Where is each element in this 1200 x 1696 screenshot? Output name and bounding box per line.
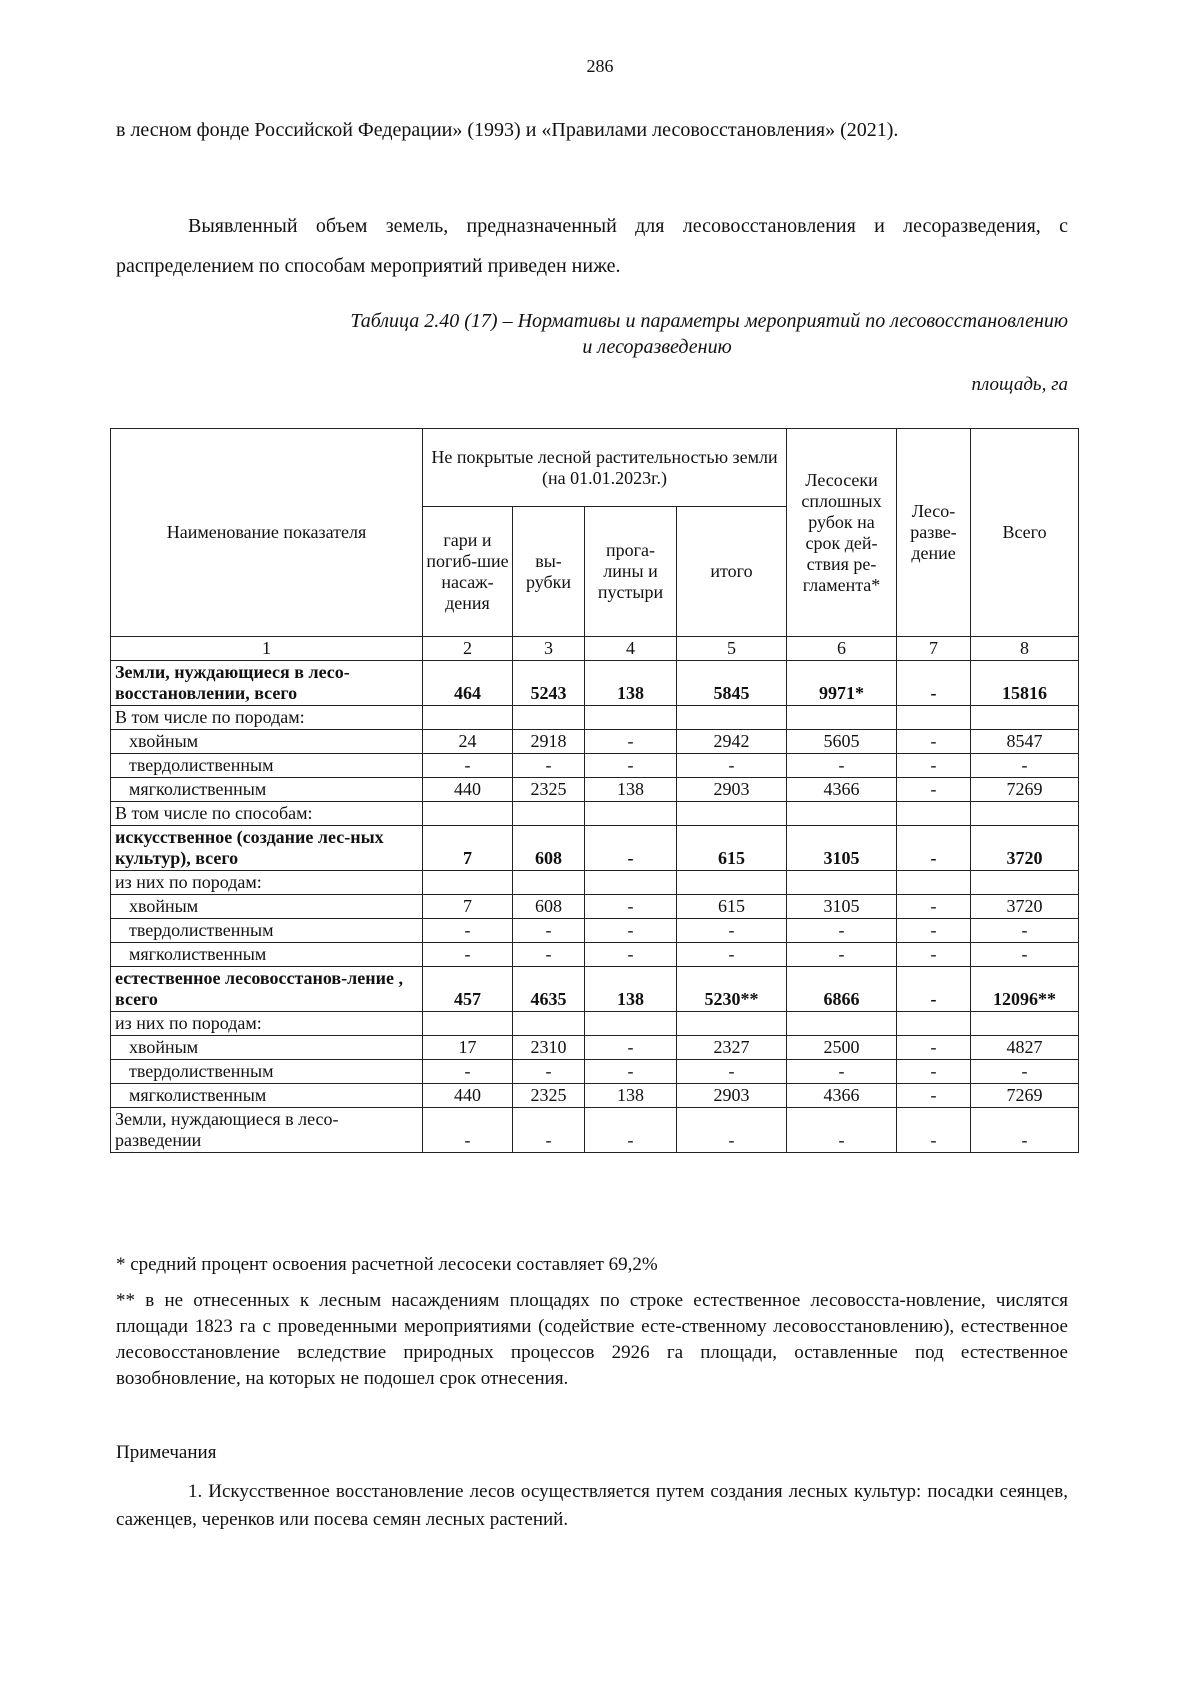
cell (787, 706, 897, 730)
table-caption-line2: и лесоразведению (582, 336, 732, 358)
table-row (111, 1084, 1079, 1108)
cell: 7 (423, 895, 513, 919)
row-name: Земли, нуждающиеся в лесо-разведении (111, 1108, 423, 1153)
cell: - (971, 754, 1079, 778)
table-row (111, 661, 1079, 706)
table-row (111, 1036, 1079, 1060)
cell: - (513, 919, 585, 943)
cell: 7269 (971, 778, 1079, 802)
cell: 138 (585, 967, 677, 1012)
cell: 4827 (971, 1036, 1079, 1060)
cell: 5243 (513, 661, 585, 706)
table-row (111, 943, 1079, 967)
cell: 615 (677, 895, 787, 919)
cell: 9971* (787, 661, 897, 706)
cell: - (897, 919, 971, 943)
header-col5: итого (677, 507, 787, 637)
cell (585, 706, 677, 730)
cell: - (677, 919, 787, 943)
row-name: хвойным (111, 895, 423, 919)
cell: - (971, 1060, 1079, 1084)
cell: - (513, 1108, 585, 1153)
cell: - (787, 919, 897, 943)
table-row (111, 919, 1079, 943)
cell (513, 706, 585, 730)
table-row (111, 730, 1079, 754)
cell: 2903 (677, 1084, 787, 1108)
cell: - (897, 1084, 971, 1108)
cell: 608 (513, 826, 585, 871)
cell: 2918 (513, 730, 585, 754)
cell: 3105 (787, 826, 897, 871)
cell: 6866 (787, 967, 897, 1012)
table-row (111, 1012, 1079, 1036)
col-number: 7 (897, 637, 971, 661)
cell (971, 802, 1079, 826)
col-number: 2 (423, 637, 513, 661)
header-col7: Лесо-разве-дение (897, 429, 971, 637)
cell: 3105 (787, 895, 897, 919)
cell: 24 (423, 730, 513, 754)
cell: 5605 (787, 730, 897, 754)
cell (897, 706, 971, 730)
cell: 3720 (971, 826, 1079, 871)
row-name: искусственное (создание лес-ных культур), всего (111, 826, 423, 871)
cell: 12096** (971, 967, 1079, 1012)
norms-table (110, 428, 1079, 1153)
cell: - (897, 967, 971, 1012)
cell (787, 802, 897, 826)
cell: - (897, 754, 971, 778)
cell: 4635 (513, 967, 585, 1012)
cell: 7 (423, 826, 513, 871)
cell: - (677, 943, 787, 967)
row-name: мягколиственным (111, 943, 423, 967)
cell: - (897, 1060, 971, 1084)
row-name: мягколиственным (111, 1084, 423, 1108)
footnote-double-star: ** в не отнесенных к лесным насаждениям площадях по строке естественное лесовосста-новление, числятся площади 1823 га с проведенными мероприятиями (содействие есте-ственному лесовосстановлению), естественное лесовосстановление вследствие природных процессов 2926 га площади, оставленные под естественное возобновление, на которых не подошел срок отнесения. (116, 1290, 1068, 1389)
cell: - (585, 919, 677, 943)
cell: 17 (423, 1036, 513, 1060)
col-number: 1 (111, 637, 423, 661)
cell (423, 1012, 513, 1036)
row-name: твердолиственным (111, 919, 423, 943)
cell: 15816 (971, 661, 1079, 706)
cell (677, 871, 787, 895)
cell (585, 802, 677, 826)
cell: 2325 (513, 1084, 585, 1108)
cell (513, 1012, 585, 1036)
cell: 8547 (971, 730, 1079, 754)
cell (787, 1012, 897, 1036)
cell: 3720 (971, 895, 1079, 919)
cell: - (677, 1108, 787, 1153)
header-col6: Лесосеки сплошных рубок на срок дей-ствия ре-гламента* (787, 429, 897, 637)
cell: - (423, 943, 513, 967)
cell: - (971, 1108, 1079, 1153)
cell (677, 706, 787, 730)
cell (897, 1012, 971, 1036)
table-row (111, 895, 1079, 919)
cell: - (423, 1060, 513, 1084)
cell: - (971, 919, 1079, 943)
cell (585, 871, 677, 895)
col-number: 4 (585, 637, 677, 661)
cell: - (897, 943, 971, 967)
cell: 2325 (513, 778, 585, 802)
cell: - (787, 754, 897, 778)
cell: 615 (677, 826, 787, 871)
cell (971, 1012, 1079, 1036)
cell: 4366 (787, 1084, 897, 1108)
cell (787, 871, 897, 895)
cell: - (585, 754, 677, 778)
cell (423, 706, 513, 730)
cell: - (897, 778, 971, 802)
cell (677, 802, 787, 826)
cell (677, 1012, 787, 1036)
cell: - (585, 895, 677, 919)
cell: - (423, 1108, 513, 1153)
cell (971, 871, 1079, 895)
cell: 2327 (677, 1036, 787, 1060)
page-number: 286 (586, 56, 614, 76)
cell: 440 (423, 1084, 513, 1108)
cell (897, 802, 971, 826)
volume-paragraph: Выявленный объем земель, предназначенный для лесовосстановления и лесоразведения, с распределением по способам мероприятий приведен ниже. (116, 215, 1068, 277)
cell: - (971, 943, 1079, 967)
table-row (111, 871, 1079, 895)
table-row (111, 826, 1079, 871)
col-number: 3 (513, 637, 585, 661)
table-row (111, 802, 1079, 826)
cell: - (585, 943, 677, 967)
cell: - (585, 1036, 677, 1060)
table-caption-line1: Таблица 2.40 (17) – Нормативы и параметры мероприятий по лесовосстановлению (350, 310, 1068, 332)
row-name: твердолиственным (111, 754, 423, 778)
cell: 464 (423, 661, 513, 706)
cell: - (677, 1060, 787, 1084)
table-unit: площадь, га (971, 374, 1068, 395)
cell: 2903 (677, 778, 787, 802)
cell: - (677, 754, 787, 778)
header-name: Наименование показателя (111, 429, 423, 637)
cell (423, 871, 513, 895)
col-number: 6 (787, 637, 897, 661)
cell: - (585, 1060, 677, 1084)
cell: 2310 (513, 1036, 585, 1060)
row-name: хвойным (111, 1036, 423, 1060)
col-number: 8 (971, 637, 1079, 661)
cell: - (897, 661, 971, 706)
table-row (111, 967, 1079, 1012)
header-col2: гари и погиб-шие насаж-дения (423, 507, 513, 637)
cell: - (423, 919, 513, 943)
row-name: В том числе по способам: (111, 802, 423, 826)
header-group: Не покрытые лесной растительностью земли (на 01.01.2023г.) (423, 429, 787, 507)
cell: 457 (423, 967, 513, 1012)
cell: 138 (585, 778, 677, 802)
cell: - (585, 730, 677, 754)
cell: 608 (513, 895, 585, 919)
col-number: 5 (677, 637, 787, 661)
cell: - (787, 943, 897, 967)
row-name: из них по породам: (111, 871, 423, 895)
notes-heading: Примечания (116, 1442, 217, 1463)
table-row (111, 1108, 1079, 1153)
cell: 440 (423, 778, 513, 802)
cell: - (897, 1108, 971, 1153)
cell: 5845 (677, 661, 787, 706)
cell (971, 706, 1079, 730)
cell: - (787, 1108, 897, 1153)
cell (423, 802, 513, 826)
cell: 2500 (787, 1036, 897, 1060)
cell: 4366 (787, 778, 897, 802)
row-name: мягколиственным (111, 778, 423, 802)
cell: - (513, 943, 585, 967)
cell: - (513, 1060, 585, 1084)
cell: - (423, 754, 513, 778)
row-name: хвойным (111, 730, 423, 754)
note-item-1: 1. Искусственное восстановление лесов осуществляется путем создания лесных культур: посадки сеянцев, саженцев, черенков или посева семян лесных растений. (116, 1481, 1068, 1530)
cell: - (897, 1036, 971, 1060)
row-name: естественное лесовосстанов-ление , всего (111, 967, 423, 1012)
cell (897, 871, 971, 895)
cell: - (585, 826, 677, 871)
cell (513, 802, 585, 826)
row-name: твердолиственным (111, 1060, 423, 1084)
row-name: из них по породам: (111, 1012, 423, 1036)
cell: - (897, 730, 971, 754)
header-col4: прога-лины и пустыри (585, 507, 677, 637)
cell: 138 (585, 1084, 677, 1108)
cell: 5230** (677, 967, 787, 1012)
cell: - (897, 826, 971, 871)
table-row (111, 706, 1079, 730)
column-number-row (111, 637, 1079, 661)
table-row (111, 778, 1079, 802)
cell: - (897, 895, 971, 919)
cell (585, 1012, 677, 1036)
row-name: Земли, нуждающиеся в лесо-восстановлении, всего (111, 661, 423, 706)
cell: - (787, 1060, 897, 1084)
table-caption (116, 308, 1068, 360)
cell: 2942 (677, 730, 787, 754)
cell: 7269 (971, 1084, 1079, 1108)
cell: - (513, 754, 585, 778)
row-name: В том числе по породам: (111, 706, 423, 730)
table-row (111, 754, 1079, 778)
cell: - (585, 1108, 677, 1153)
header-col8: Всего (971, 429, 1079, 637)
cell: 138 (585, 661, 677, 706)
table-row (111, 1060, 1079, 1084)
header-col3: вы-рубки (513, 507, 585, 637)
cell (513, 871, 585, 895)
footnote-star: * средний процент освоения расчетной лесосеки составляет 69,2% (116, 1254, 658, 1275)
intro-paragraph: в лесном фонде Российской Федерации» (1993) и «Правилами лесовосстановления» (2021). (116, 119, 899, 141)
